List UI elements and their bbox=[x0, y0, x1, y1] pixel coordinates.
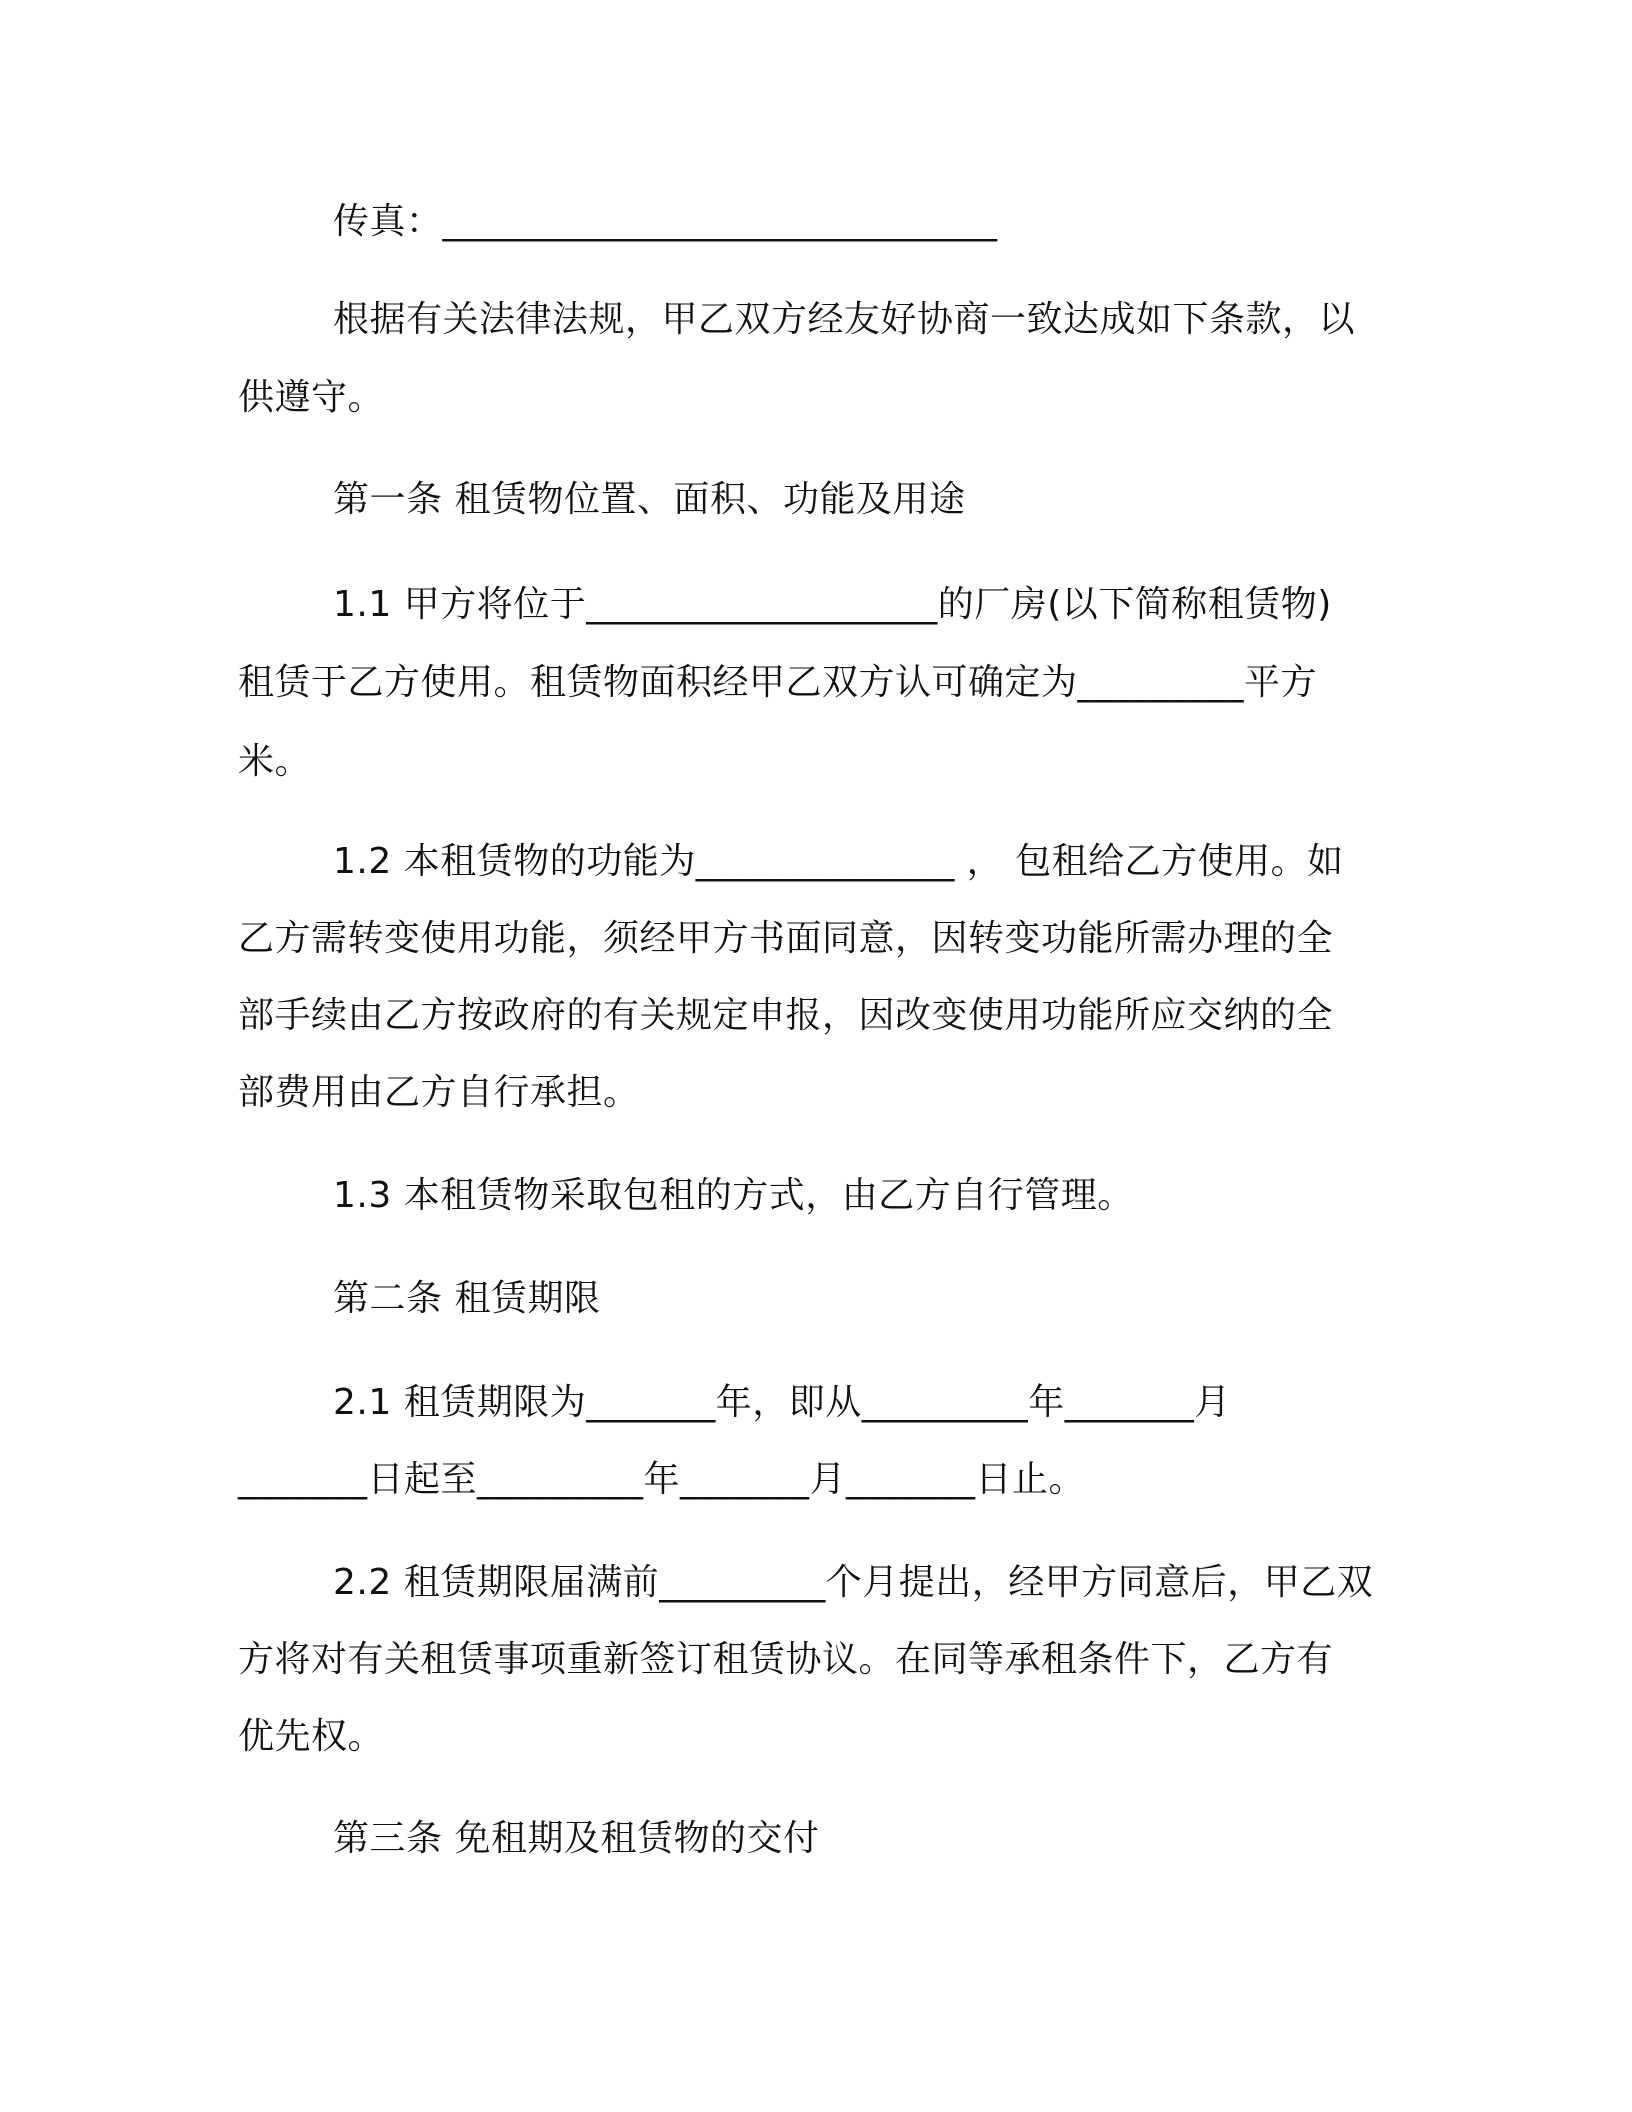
article-2-heading: 第二条 租赁期限 bbox=[333, 1278, 601, 1319]
clause-1-1-line-2: 租赁于乙方使用。租赁物面积经甲乙双方认可确定为_________平方 bbox=[238, 662, 1318, 703]
clause-2-2-line-1: 2.2 租赁期限届满前_________个月提出，经甲方同意后，甲乙双 bbox=[333, 1562, 1374, 1603]
clause-1-3-line: 1.3 本租赁物采取包租的方式，由乙方自行管理。 bbox=[333, 1175, 1134, 1216]
preamble-line-1: 根据有关法律法规，甲乙双方经友好协商一致达成如下条款，以 bbox=[333, 299, 1356, 340]
clause-1-1-line-1: 1.1 甲方将位于___________________的厂房(以下简称租赁物) bbox=[333, 584, 1332, 625]
clause-2-1-line-2: _______日起至_________年_______月_______日止。 bbox=[238, 1459, 1086, 1500]
clause-1-2-line-3: 部手续由乙方按政府的有关规定申报，因改变使用功能所应交纳的全 bbox=[238, 995, 1334, 1036]
clause-2-2-line-3: 优先权。 bbox=[238, 1716, 385, 1757]
article-1-heading: 第一条 租赁物位置、面积、功能及用途 bbox=[333, 479, 966, 520]
clause-1-2-line-4: 部费用由乙方自行承担。 bbox=[238, 1072, 640, 1113]
clause-1-2-line-2: 乙方需转变使用功能，须经甲方书面同意，因转变功能所需办理的全 bbox=[238, 918, 1334, 959]
article-3-heading: 第三条 免租期及租赁物的交付 bbox=[333, 1818, 820, 1859]
clause-1-2-line-1: 1.2 本租赁物的功能为______________ ， 包租给乙方使用。如 bbox=[333, 841, 1344, 882]
preamble-line-2: 供遵守。 bbox=[238, 377, 385, 418]
clause-1-1-line-3: 米。 bbox=[238, 741, 312, 782]
fax-line: 传真：______________________________ bbox=[333, 201, 998, 242]
clause-2-2-line-2: 方将对有关租赁事项重新签订租赁协议。在同等承租条件下，乙方有 bbox=[238, 1639, 1334, 1680]
clause-2-1-line-1: 2.1 租赁期限为_______年，即从_________年_______月 bbox=[333, 1382, 1231, 1423]
